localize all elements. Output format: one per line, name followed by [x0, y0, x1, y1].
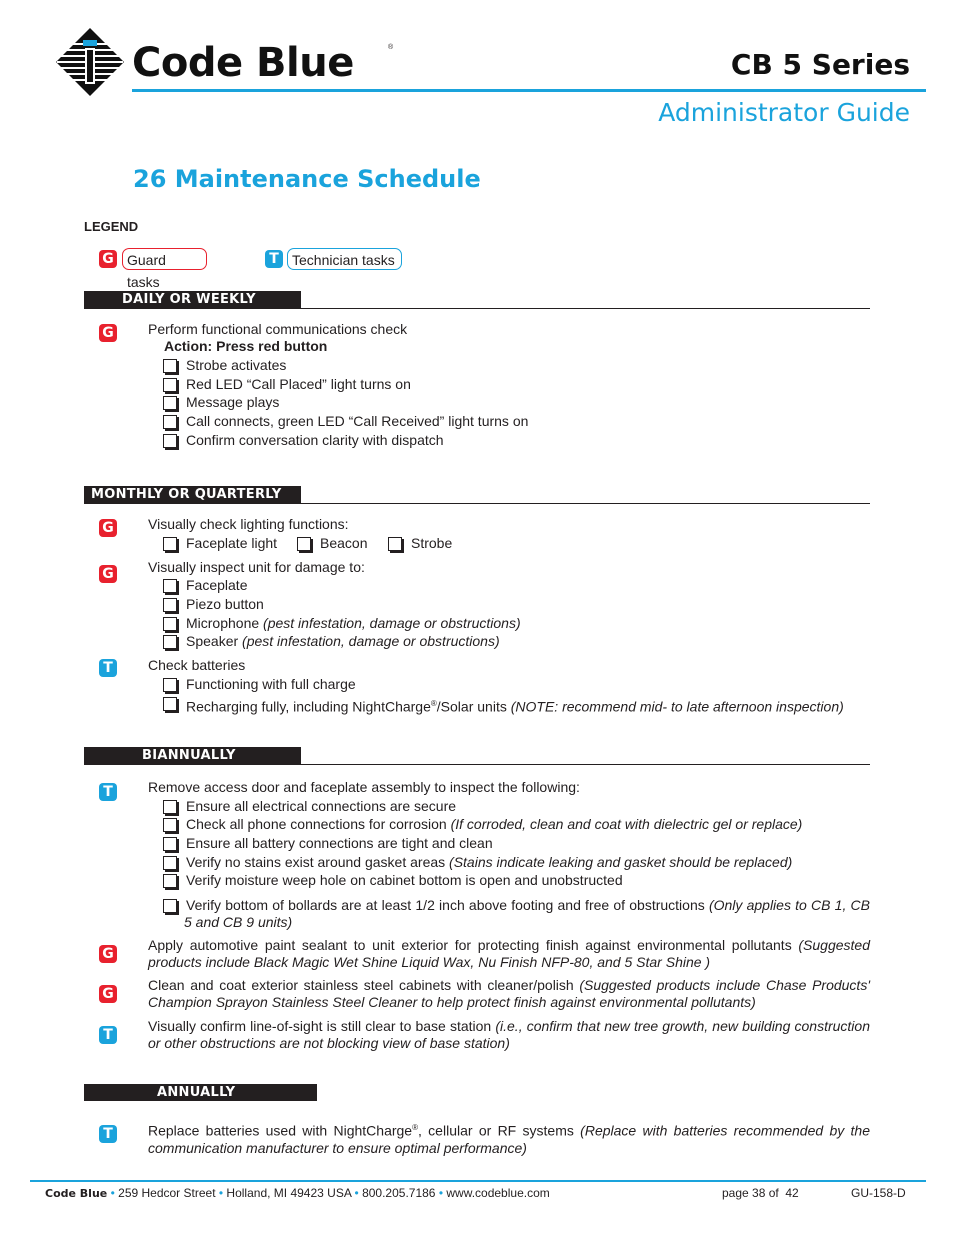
section-divider: [84, 764, 870, 765]
footer-divider: [30, 1180, 926, 1182]
checkbox-icon[interactable]: [163, 537, 177, 551]
check-item: Ensure all electrical connections are secure: [186, 798, 457, 814]
section-divider: [84, 503, 870, 504]
checkbox-icon[interactable]: [163, 359, 177, 373]
guard-badge-icon: G: [99, 945, 117, 963]
legend-title: LEGEND: [84, 219, 139, 234]
task-text: Clean and coat exterior stainless steel cabinets with cleaner/polish (Suggested products include Chase Products' Champion Sprayon Stainless Steel Cleaner to help protect finish against environmental pollutants): [148, 977, 870, 1010]
check-item: Red LED “Call Placed” light turns on: [186, 376, 411, 392]
check-item: Message plays: [186, 394, 280, 410]
check-item: Verify bottom of bollards are at least 1/2 inch above footing and free of obstructions (Only applies to CB 1, CB 5 and CB 9 units): [184, 897, 870, 930]
checkbox-icon[interactable]: [163, 818, 177, 832]
checkbox-icon[interactable]: [388, 537, 402, 551]
section-header-biannually: BIANNUALLY: [84, 747, 301, 764]
guard-badge-icon: G: [99, 519, 117, 537]
guide-subtitle: Administrator Guide: [658, 98, 910, 127]
footer-website[interactable]: www.codeblue.com: [446, 1186, 550, 1200]
footer-city: Holland, MI 49423 USA: [226, 1186, 352, 1200]
page-number: page 38 of 42: [722, 1186, 799, 1200]
checkbox-icon[interactable]: [297, 537, 311, 551]
technician-badge-icon: T: [99, 783, 117, 801]
check-item: Ensure all battery connections are tight and clean: [186, 835, 493, 851]
checkbox-icon[interactable]: [163, 415, 177, 429]
footer-brand: Code Blue: [45, 1187, 108, 1200]
footer-contact: Code Blue • 259 Hedcor Street • Holland, MI 49423 USA • 800.205.7186 • www.codeblue.com: [45, 1186, 550, 1200]
series-title: CB 5 Series: [730, 48, 910, 81]
checkbox-icon[interactable]: [163, 837, 177, 851]
brand-registered-mark: ®: [388, 44, 394, 51]
task-text: Replace batteries used with NightCharge®, cellular or RF systems (Replace with batteries recommended by the communication manufacturer to ensure optimal performance): [148, 1122, 870, 1156]
check-item: Recharging fully, including NightCharge®/Solar units (NOTE: recommend mid- to late afternoon inspection): [186, 698, 844, 715]
check-item: Faceplate: [186, 577, 248, 593]
document-id: GU-158-D: [851, 1186, 906, 1200]
guard-badge-icon: G: [99, 985, 117, 1003]
checkbox-icon[interactable]: [163, 899, 177, 913]
checkbox-icon[interactable]: [163, 579, 177, 593]
section-header-annually: ANNUALLY: [84, 1084, 317, 1101]
checkbox-icon[interactable]: [163, 617, 177, 631]
checkbox-icon[interactable]: [163, 678, 177, 692]
technician-badge-icon: T: [99, 1026, 117, 1044]
check-item: Piezo button: [186, 596, 264, 612]
check-item: Functioning with full charge: [186, 676, 356, 692]
check-item: Beacon: [320, 535, 368, 551]
checkbox-icon[interactable]: [163, 874, 177, 888]
check-item: Microphone (pest infestation, damage or obstructions): [186, 615, 521, 631]
task-text: Perform functional communications check: [148, 321, 408, 337]
check-item: Verify moisture weep hole on cabinet bottom is open and unobstructed: [186, 872, 623, 888]
task-text: Visually check lighting functions:: [148, 516, 349, 532]
task-text: Visually inspect unit for damage to:: [148, 559, 365, 575]
task-text: Apply automotive paint sealant to unit exterior for protecting finish against environmental pollutants (Suggested products include Black Magic Wet Shine Liquid Wax, Nu Finish NFP-80, and 5 Star Shine ): [148, 937, 870, 970]
checkbox-icon[interactable]: [163, 635, 177, 649]
brand-name: Code Blue: [132, 40, 354, 86]
section-header-daily: DAILY OR WEEKLY: [84, 291, 301, 308]
checkbox-icon[interactable]: [163, 434, 177, 448]
check-item: Confirm conversation clarity with dispatch: [186, 432, 444, 448]
section-divider: [84, 308, 870, 309]
check-item: Verify no stains exist around gasket areas (Stains indicate leaking and gasket should be replaced): [186, 854, 793, 870]
check-item: Call connects, green LED “Call Received” light turns on: [186, 413, 529, 429]
checkbox-icon[interactable]: [163, 598, 177, 612]
checkbox-icon[interactable]: [163, 697, 177, 711]
checkbox-icon[interactable]: [163, 378, 177, 392]
section-header-monthly: MONTHLY OR QUARTERLY: [84, 486, 301, 503]
technician-badge-icon: T: [99, 659, 117, 677]
checkbox-icon[interactable]: [163, 396, 177, 410]
page-title: 26 Maintenance Schedule: [133, 165, 481, 193]
checkbox-icon[interactable]: [163, 800, 177, 814]
check-item: Strobe: [411, 535, 453, 551]
footer-address: 259 Hedcor Street: [118, 1186, 216, 1200]
guard-badge-icon: G: [99, 324, 117, 342]
task-action: Action: Press red button: [164, 338, 328, 354]
check-item: Strobe activates: [186, 357, 287, 373]
task-text: Remove access door and faceplate assembly to inspect the following:: [148, 779, 580, 795]
check-item: Speaker (pest infestation, damage or obstructions): [186, 633, 500, 649]
guard-badge-icon: G: [99, 250, 117, 268]
technician-badge-icon: T: [265, 250, 283, 268]
checkbox-icon[interactable]: [163, 856, 177, 870]
technician-badge-icon: T: [99, 1125, 117, 1143]
check-item: Faceplate light: [186, 535, 278, 551]
header-divider: [132, 89, 926, 92]
task-text: Check batteries: [148, 657, 246, 673]
task-text: Visually confirm line-of-sight is still clear to base station (i.e., confirm that new tree growth, new building construction or other obstructions are not blocking view of base station): [148, 1018, 870, 1051]
check-item: Check all phone connections for corrosion (If corroded, clean and coat with dielectric gel or replace): [186, 816, 803, 832]
technician-tasks-label: Technician tasks: [287, 248, 402, 270]
guard-tasks-label: Guard tasks: [122, 248, 207, 270]
footer-phone: 800.205.7186: [362, 1186, 436, 1200]
code-blue-logo-icon: [56, 28, 124, 101]
guard-badge-icon: G: [99, 565, 117, 583]
